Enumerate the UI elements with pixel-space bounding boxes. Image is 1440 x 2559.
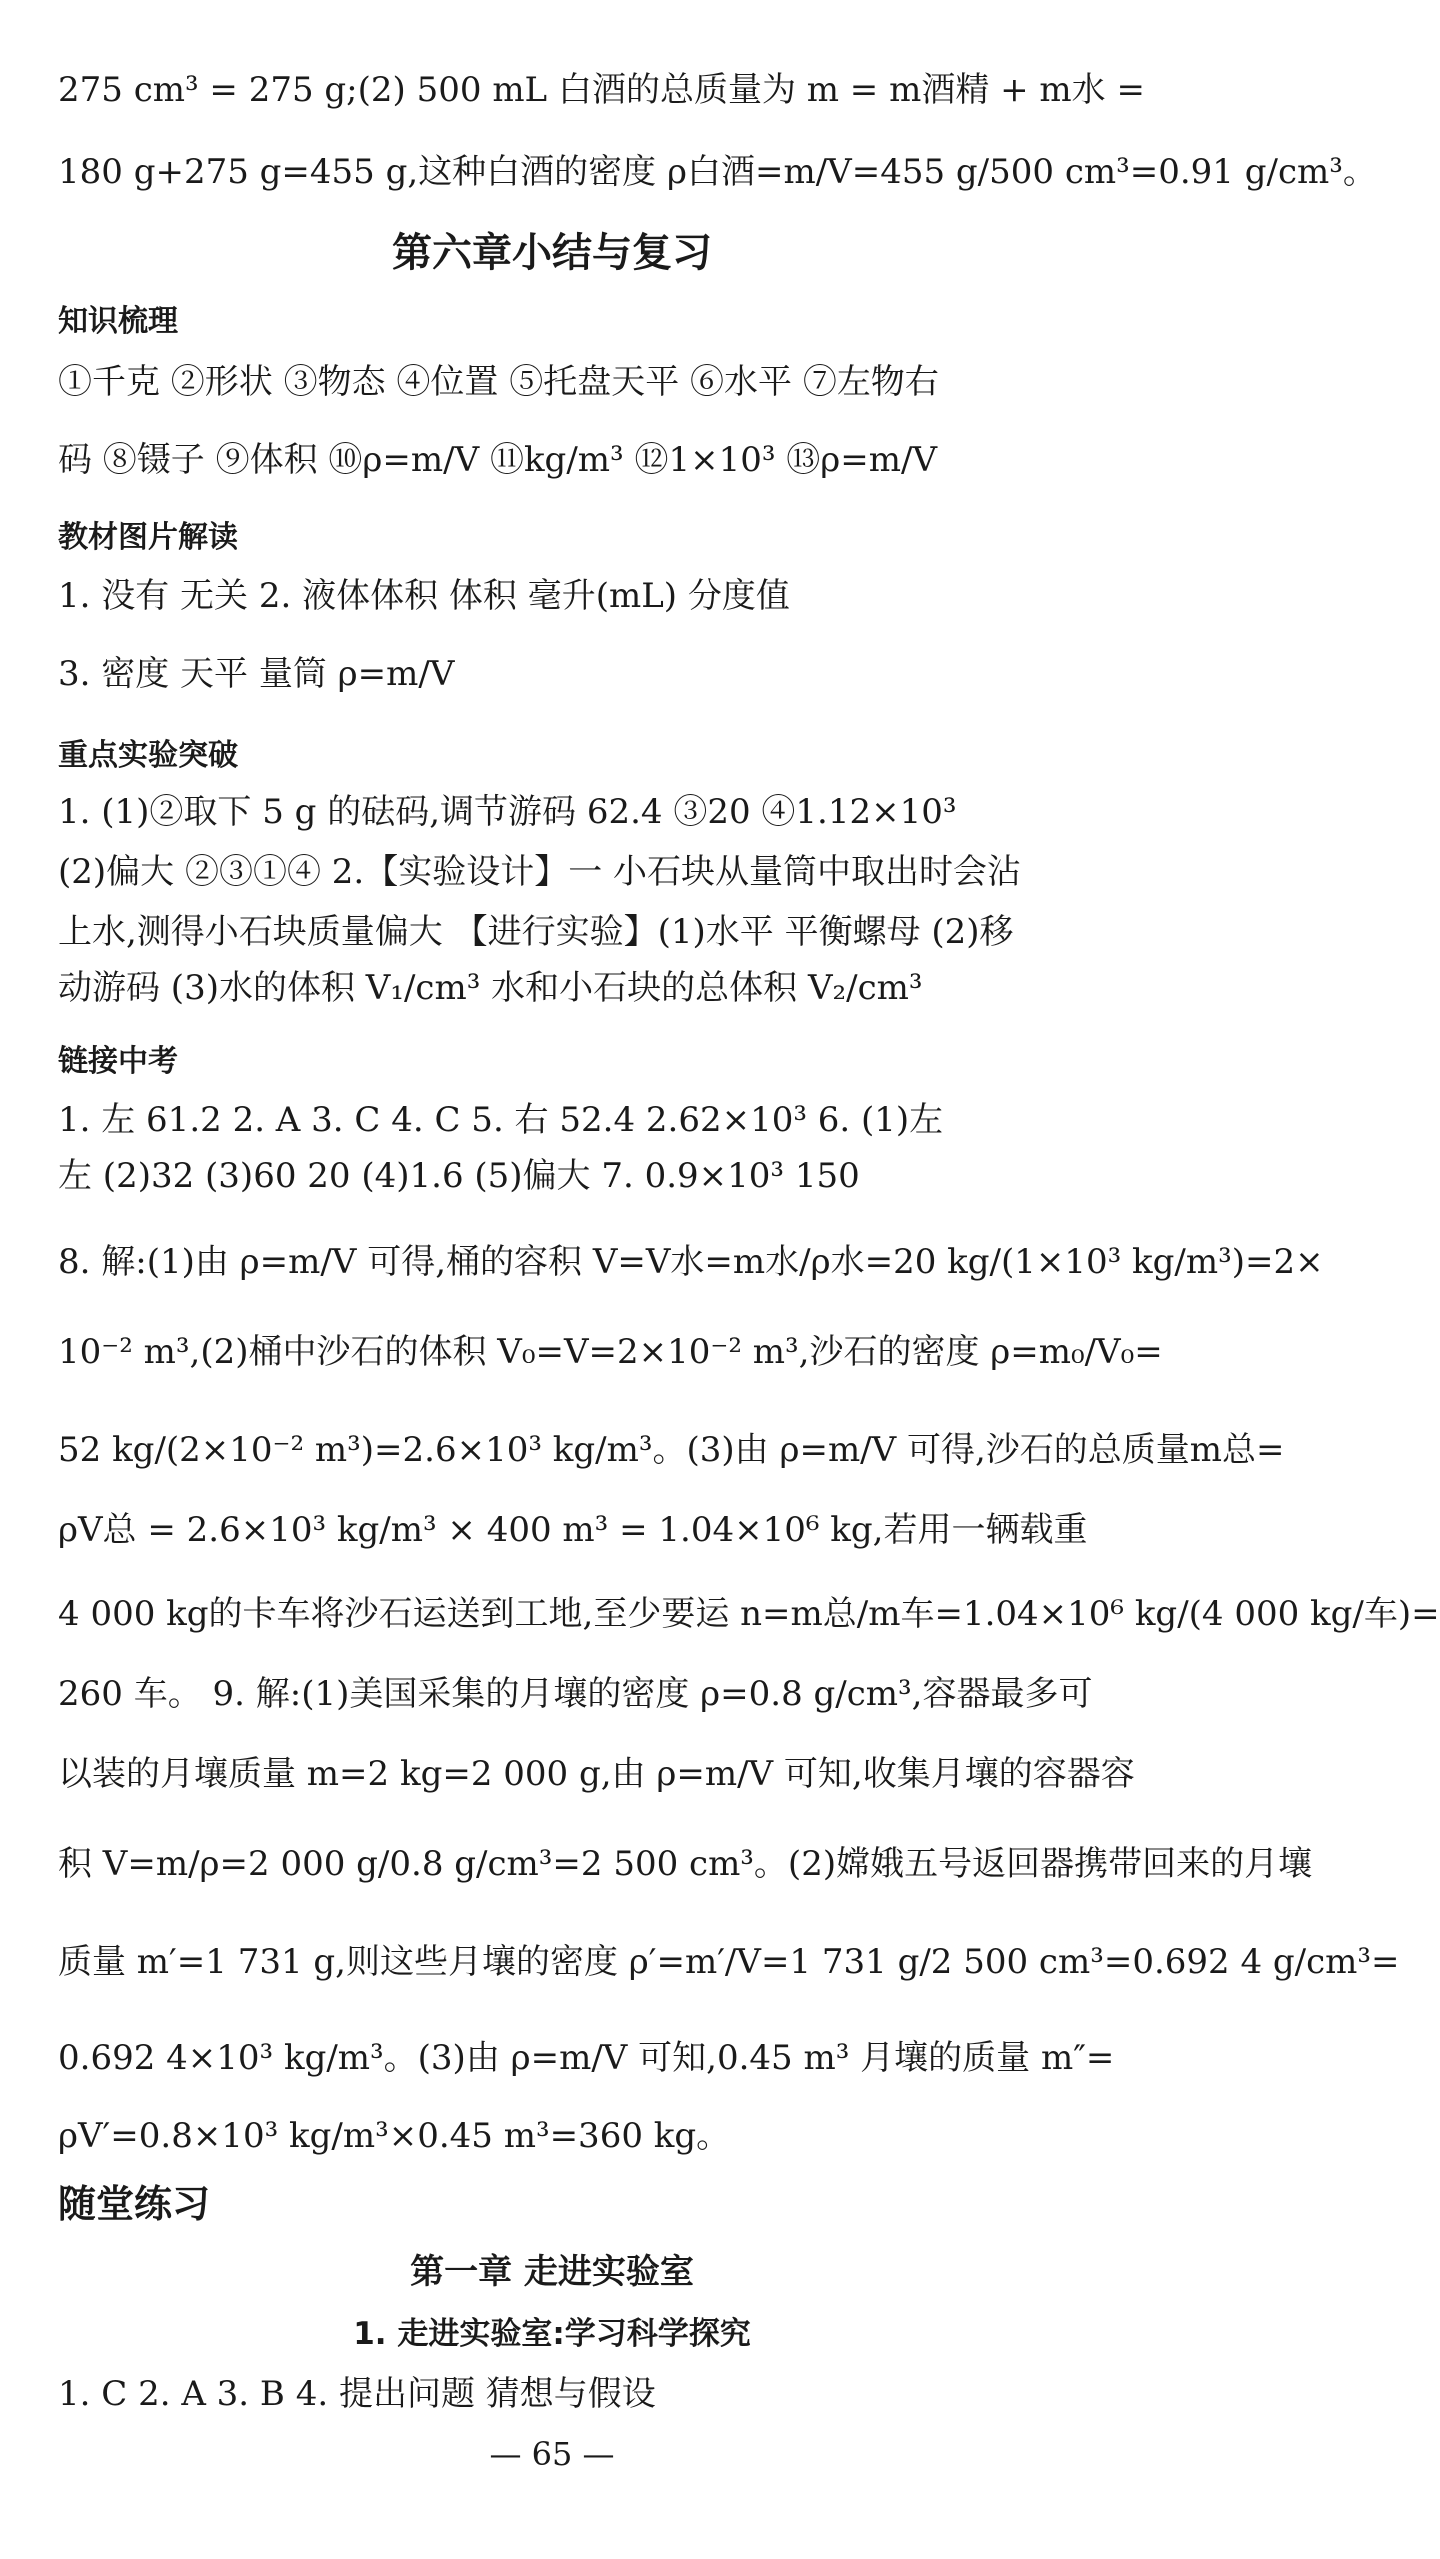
answer-text-line-1: 275 cm³ = 275 g;(2) 500 mL 白酒的总质量为 m = m酒精 + m水 = — [58, 70, 1145, 110]
chapter-6-title: 第六章小结与复习 — [392, 230, 712, 276]
answer-text-line-23: ρV′=0.8×10³ kg/m³×0.45 m³=360 kg。 — [58, 2116, 731, 2156]
answer-text-line-16: ρV总 = 2.6×10³ kg/m³ × 400 m³ = 1.04×10⁶ kg,若用一辆载重 — [58, 1510, 1088, 1550]
chapter-1-title: 第一章 走进实验室 — [410, 2252, 694, 2292]
answer-text-line-3: ①千克 ②形状 ③物态 ④位置 ⑤托盘天平 ⑥水平 ⑦左物右 — [58, 362, 939, 402]
section-heading-experiments: 重点实验突破 — [58, 738, 238, 773]
section-heading-practice: 随堂练习 — [58, 2182, 211, 2226]
answer-text-line-4: 码 ⑧镊子 ⑨体积 ⑩ρ=m/V ⑪kg/m³ ⑫1×10³ ⑬ρ=m/V — [58, 440, 938, 480]
answer-text-line-17: 4 000 kg的卡车将沙石运送到工地,至少要运 n=m总/m车=1.04×10⁶ kg/(4 000 kg/车)= — [58, 1594, 1440, 1634]
answer-text-line-14: 10⁻² m³,(2)桶中沙石的体积 V₀=V=2×10⁻² m³,沙石的密度 ρ=m₀/V₀= — [58, 1332, 1163, 1372]
answer-text-line-11: 1. 左 61.2 2. A 3. C 4. C 5. 右 52.4 2.62×10³ 6. (1)左 — [58, 1100, 944, 1140]
answer-text-line-19: 以装的月壤质量 m=2 kg=2 000 g,由 ρ=m/V 可知,收集月壤的容器容 — [58, 1754, 1135, 1794]
answer-text-line-21: 质量 m′=1 731 g,则这些月壤的密度 ρ′=m′/V=1 731 g/2 500 cm³=0.692 4 g/cm³= — [58, 1942, 1400, 1982]
section-heading-knowledge: 知识梳理 — [58, 304, 178, 339]
answer-text-line-12: 左 (2)32 (3)60 20 (4)1.6 (5)偏大 7. 0.9×10³ 150 — [58, 1156, 860, 1196]
answer-text-line-10: 动游码 (3)水的体积 V₁/cm³ 水和小石块的总体积 V₂/cm³ — [58, 968, 923, 1008]
answer-text-line-8: (2)偏大 ②③①④ 2.【实验设计】一 小石块从量筒中取出时会沾 — [58, 852, 1022, 892]
lesson-1-title: 1. 走进实验室:学习科学探究 — [353, 2316, 751, 2352]
answer-text-line-7: 1. (1)②取下 5 g 的砝码,调节游码 62.4 ③20 ④1.12×10³ — [58, 792, 957, 832]
answer-text-line-2: 180 g+275 g=455 g,这种白酒的密度 ρ白酒=m/V=455 g/500 cm³=0.91 g/cm³。 — [58, 152, 1377, 192]
answer-text-line-18: 260 车。 9. 解:(1)美国采集的月壤的密度 ρ=0.8 g/cm³,容器最多可 — [58, 1674, 1093, 1714]
answer-text-line-9: 上水,测得小石块质量偏大 【进行实验】(1)水平 平衡螺母 (2)移 — [58, 912, 1014, 952]
answer-text-line-22: 0.692 4×10³ kg/m³。(3)由 ρ=m/V 可知,0.45 m³ 月壤的质量 m″= — [58, 2038, 1115, 2078]
answer-text-line-15: 52 kg/(2×10⁻² m³)=2.6×10³ kg/m³。(3)由 ρ=m/V 可得,沙石的总质量m总= — [58, 1430, 1285, 1470]
answer-text-line-13: 8. 解:(1)由 ρ=m/V 可得,桶的容积 V=V水=m水/ρ水=20 kg/(1×10³ kg/m³)=2× — [58, 1242, 1324, 1282]
answer-text-line-6: 3. 密度 天平 量筒 ρ=m/V — [58, 654, 455, 694]
answer-text-line-24: 1. C 2. A 3. B 4. 提出问题 猜想与假设 — [58, 2374, 656, 2414]
section-heading-pictures: 教材图片解读 — [58, 520, 238, 555]
answer-text-line-5: 1. 没有 无关 2. 液体体积 体积 毫升(mL) 分度值 — [58, 576, 790, 616]
answer-text-line-20: 积 V=m/ρ=2 000 g/0.8 g/cm³=2 500 cm³。(2)嫦娥五号返回器携带回来的月壤 — [58, 1844, 1313, 1884]
section-heading-exam: 链接中考 — [58, 1044, 178, 1079]
page-number: — 65 — — [489, 2435, 615, 2473]
